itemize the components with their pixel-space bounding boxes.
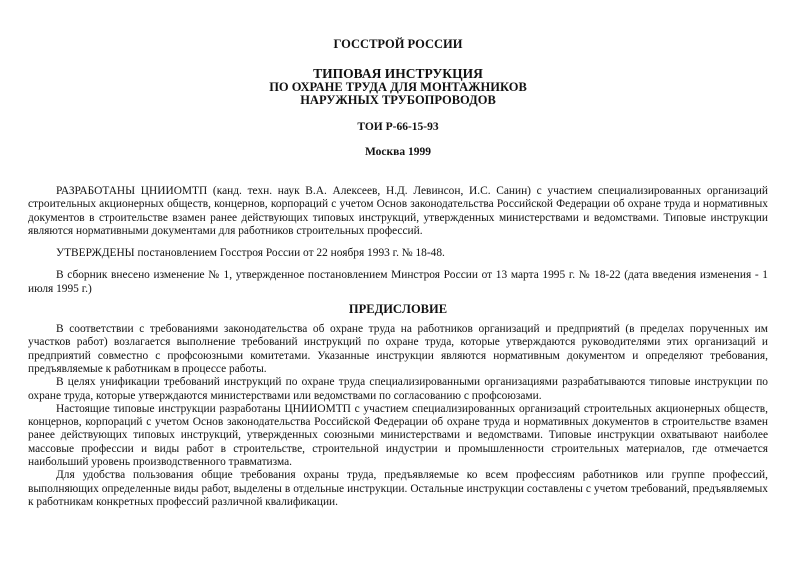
preface-paragraph: Для удобства пользования общие требования охраны труда, предъявляемые ко всем профессиям работников или группе профессий, выполняющих определенные виды работ, выделены в отдельные инструкции. Остальные инструкции составлены с учетом требований, предъявляемых к работникам конкретных профессий различной квалификации. <box>28 469 768 508</box>
document-code: ТОИ Р-66-15-93 <box>357 121 439 133</box>
amendment-paragraph: В сборник внесено изменение № 1, утвержденное постановлением Минстроя России от 13 марта 1995 г. № 18-22 (дата введения изменения - 1 июля 1995 г.) <box>28 269 768 295</box>
preface-heading: ПРЕДИСЛОВИЕ <box>348 302 448 317</box>
document-page <box>28 0 768 509</box>
city-year: Москва 1999 <box>364 146 432 158</box>
preface-paragraph: В целях унификации требований инструкций по охране труда специализированными организациями разрабатываются типовые инструкции по охране труда, которые утверждаются министерствами или ведомствами по согласованию с профсоюзами. <box>28 376 768 402</box>
organization-name: ГОССТРОЙ РОССИИ <box>333 37 463 51</box>
developed-paragraph: РАЗРАБОТАНЫ ЦНИИОМТП (канд. техн. наук В.А. Алексеев, Н.Д. Левинсон, И.С. Санин) с участием специализированных организаций строительных акционерных обществ, концернов, корпораций с учетом Основ законодательства Российской Федерации об охране труда и нормативных документов в строительстве взамен ранее действующих типовых инструкций, утвержденных министерствами и ведомствами. Типовые инструкции являются нормативными документами для работников строительных профессий. <box>28 185 768 237</box>
document-subtitle-line2: НАРУЖНЫХ ТРУБОПРОВОДОВ <box>300 93 496 107</box>
preface-body <box>28 323 768 509</box>
document-subtitle-line1: ПО ОХРАНЕ ТРУДА ДЛЯ МОНТАЖНИКОВ <box>269 80 527 94</box>
preface-paragraph: Настоящие типовые инструкции разработаны ЦНИИОМТП с участием специализированных организаций строительных акционерных обществ, концернов, корпораций с учетом Основ законодательства Российской Федерации об охране труда и нормативных документов в строительстве взамен ранее действующих типовых инструкций, утвержденных союзными министерствами и ведомствами. Типовые инструкции охватывают наиболее массовые профессии и виды работ в строительстве, строительной индустрии и промышленности строительных материалов, где отмечается наибольший уровень производственного травматизма. <box>28 402 768 469</box>
preface-paragraph: В соответствии с требованиями законодательства об охране труда на работников организаций и предприятий (в пределах порученных им участков работ) возлагается выполнение требований инструкций по охране труда, которые утверждаются руководителями этих организаций и предприятий совместно с профсоюзными комитетами. Указанные инструкции являются нормативным документом и определяют требования, предъявляемые к работникам в процессе работы. <box>28 323 768 375</box>
document-title: ТИПОВАЯ ИНСТРУКЦИЯ <box>313 66 483 81</box>
approved-paragraph: УТВЕРЖДЕНЫ постановлением Госстроя России от 22 ноября 1993 г. № 18-48. <box>56 247 445 260</box>
